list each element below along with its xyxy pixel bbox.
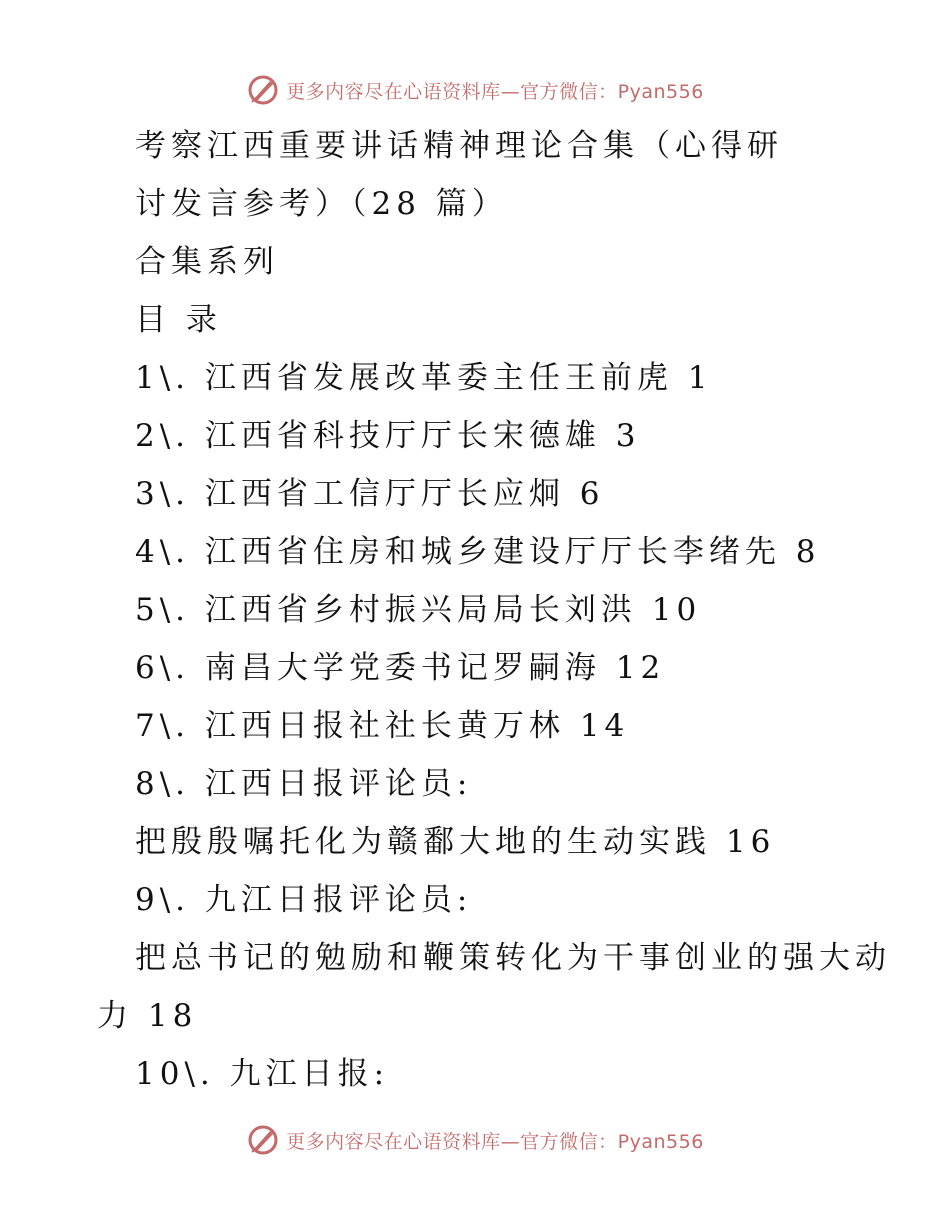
toc-item-continuation: 把殷殷嘱托化为赣鄱大地的生动实践 16 bbox=[135, 824, 776, 860]
footer-watermark-banner bbox=[0, 1120, 950, 1160]
toc-item: 4\. 江西省住房和城乡建设厅厅长李绪先 8 bbox=[135, 534, 821, 570]
toc-heading: 目 录 bbox=[135, 302, 222, 338]
toc-item: 7\. 江西日报社社长黄万林 14 bbox=[135, 708, 630, 744]
toc-item: 9\. 九江日报评论员: bbox=[135, 882, 473, 918]
series-label: 合集系列 bbox=[135, 244, 279, 280]
quill-logo-icon bbox=[246, 73, 280, 107]
quill-logo-icon bbox=[246, 1123, 280, 1157]
toc-item: 8\. 江西日报评论员: bbox=[135, 766, 473, 802]
doc-title-line-1: 考察江西重要讲话精神理论合集（心得研 bbox=[135, 128, 783, 164]
toc-item: 10\. 九江日报: bbox=[135, 1056, 390, 1092]
banner-text: 更多内容尽在心语资料库—官方微信：Pyan556 bbox=[286, 1130, 704, 1153]
toc-item: 6\. 南昌大学党委书记罗嗣海 12 bbox=[135, 650, 666, 686]
toc-item: 1\. 江西省发展改革委主任王前虎 1 bbox=[135, 360, 713, 396]
toc-item: 2\. 江西省科技厅厅长宋德雄 3 bbox=[135, 418, 641, 454]
toc-item-continuation: 力 18 bbox=[97, 998, 198, 1034]
toc-item-continuation: 把总书记的勉励和鞭策转化为干事创业的强大动 bbox=[135, 940, 891, 976]
header-watermark-banner bbox=[0, 70, 950, 110]
toc-item: 5\. 江西省乡村振兴局局长刘洪 10 bbox=[135, 592, 702, 628]
doc-title-line-2: 讨发言参考）（28 篇） bbox=[135, 186, 508, 222]
toc-item: 3\. 江西省工信厅厅长应炯 6 bbox=[135, 476, 605, 512]
banner-text: 更多内容尽在心语资料库—官方微信：Pyan556 bbox=[286, 80, 704, 103]
